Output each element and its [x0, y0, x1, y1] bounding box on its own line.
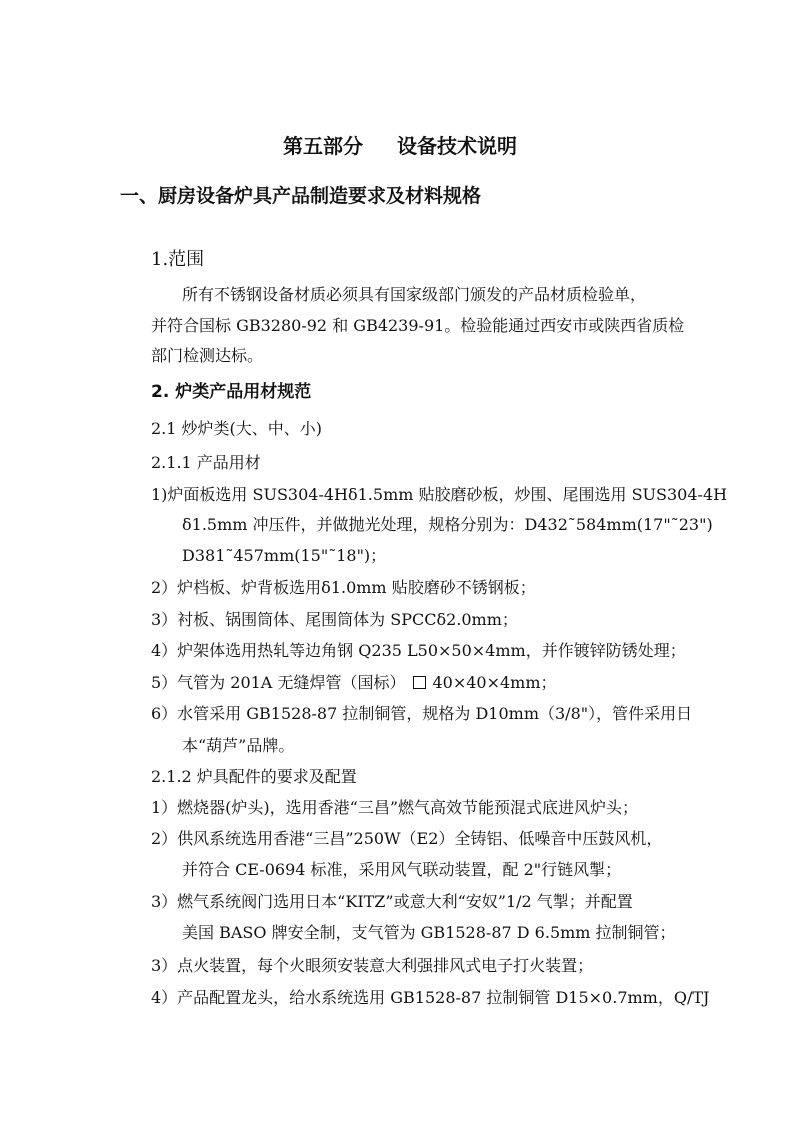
list-item-continuation: 本“葫芦”品牌。 — [182, 736, 295, 755]
subsection-heading: 2.1.2 炉具配件的要求及配置 — [151, 767, 357, 786]
page-title — [0, 130, 800, 159]
scope-heading: 1.范围 — [151, 249, 205, 270]
title-name: 设备技术说明 — [397, 134, 517, 158]
subsection-heading: 2.1.1 产品用材 — [151, 453, 261, 472]
title-part: 第五部分 — [283, 134, 363, 158]
list-item: 2）供风系统选用香港“三昌”250W（E2）全铸铝、低噪音中压鼓风机， — [151, 829, 663, 848]
list-item: 4）产品配置龙头，给水系统选用 GB1528-87 拉制铜管 D15×0.7mm，Q/TJ — [151, 988, 710, 1007]
subsection-heading: 2.1 炒炉类(大、中、小) — [151, 419, 323, 438]
list-item-continuation: 美国 BASO 牌安全制，支气管为 GB1528-87 D 6.5mm 拉制铜管； — [182, 923, 676, 942]
list-item: 3）衬板、锅围筒体、尾围筒体为 SPCCδ2.0mm； — [151, 610, 518, 629]
list-item: 3）燃气系统阀门选用日本“KITZ”或意大利“安奴”1/2 气掣；并配置 — [151, 892, 633, 911]
list-item: 1)炉面板选用 SUS304-4Hδ1.5mm 贴胶磨砂板，炒围、尾围选用 SUS304-4H — [151, 485, 728, 504]
list-item: 1）燃烧器(炉头)，选用香港“三昌”燃气高效节能预混式底进风炉头； — [151, 798, 639, 817]
scope-line: 并符合国标 GB3280-92 和 GB4239-91。检验能通过西安市或陕西省质检 — [151, 316, 685, 335]
scope-line: 部门检测达标。 — [151, 346, 264, 365]
list-item — [151, 673, 557, 693]
list-item-text: 5）气管为 201A 无缝焊管（国标） — [151, 673, 406, 692]
list-item-continuation: δ1.5mm 冲压件，并做抛光处理，规格分别为：D432˜584mm(17"˜23") — [182, 515, 713, 534]
section-heading: 一、厨房设备炉具产品制造要求及材料规格 — [120, 185, 482, 207]
list-item-continuation: 并符合 CE-0694 标准，采用风气联动装置，配 2"行链风掣； — [182, 860, 622, 879]
list-item: 4）炉架体选用热轧等边角钢 Q235 L50×50×4mm，并作镀锌防锈处理； — [151, 641, 686, 660]
materials-heading: 2. 炉类产品用材规范 — [151, 382, 312, 402]
scope-line: 所有不锈钢设备材质必须具有国家级部门颁发的产品材质检验单， — [182, 285, 647, 304]
list-item: 6）水管采用 GB1528-87 拉制铜管，规格为 D10mm（3/8"），管件采用日 — [151, 704, 693, 723]
square-section-icon — [413, 676, 426, 689]
list-item-text: 40×40×4mm； — [432, 673, 557, 692]
list-item: 3）点火装置，每个火眼须安装意大利强排风式电子打火装置； — [151, 956, 594, 975]
list-item-continuation: D381˜457mm(15"˜18")； — [182, 546, 387, 565]
list-item: 2）炉档板、炉背板选用δ1.0mm 贴胶磨砂不锈钢板； — [151, 578, 536, 597]
